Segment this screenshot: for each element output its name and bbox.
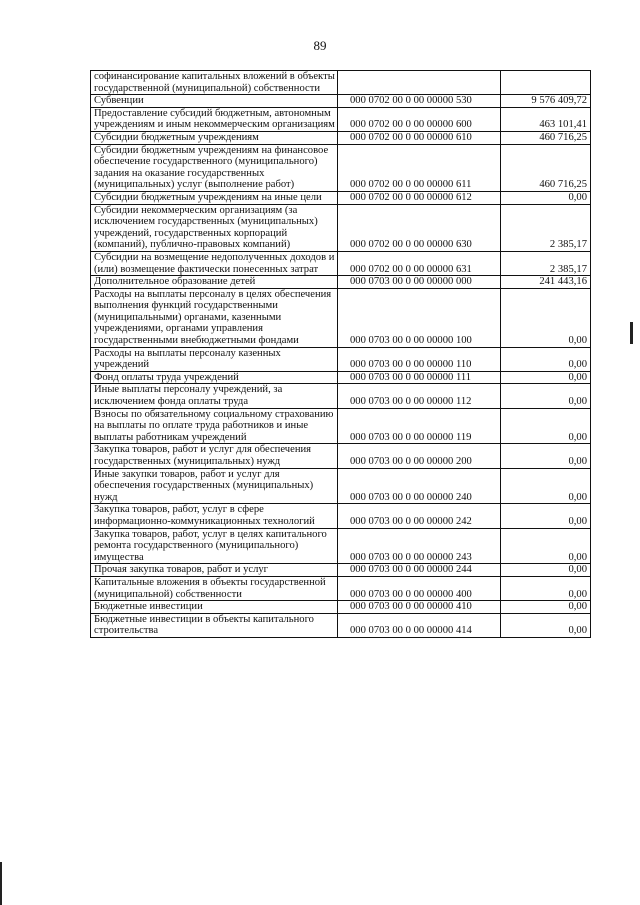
row-amount: 0,00: [501, 288, 591, 347]
row-amount: 0,00: [501, 613, 591, 637]
row-name: Субсидии на возмещение недополученных доходов и (или) возмещение фактически понесенных затрат: [91, 251, 338, 275]
row-amount: 0,00: [501, 601, 591, 614]
row-name: Расходы на выплаты персоналу казенных учреждений: [91, 347, 338, 371]
table-row: [91, 576, 591, 600]
row-code: 000 0703 00 0 00 00000 400: [338, 576, 501, 600]
row-amount: 2 385,17: [501, 204, 591, 251]
row-amount: [501, 71, 591, 95]
row-amount: 0,00: [501, 444, 591, 468]
row-code: 000 0703 00 0 00 00000 242: [338, 504, 501, 528]
row-code: 000 0703 00 0 00 00000 414: [338, 613, 501, 637]
row-amount: 463 101,41: [501, 107, 591, 131]
row-name: софинансирование капитальных вложений в объекты государственной (муниципальной) собственности: [91, 71, 338, 95]
row-code: 000 0703 00 0 00 00000 410: [338, 601, 501, 614]
row-name: Расходы на выплаты персоналу в целях обеспечения выполнения функций государственными (муниципальными) органами, казенными учреждениями, органами управления государственными внебюджетными фондами: [91, 288, 338, 347]
table-row: [91, 107, 591, 131]
table-row: [91, 144, 591, 191]
row-amount: 460 716,25: [501, 144, 591, 191]
table-row: [91, 131, 591, 144]
row-name: Иные выплаты персоналу учреждений, за исключением фонда оплаты труда: [91, 384, 338, 408]
row-amount: 0,00: [501, 191, 591, 204]
row-amount: 0,00: [501, 564, 591, 577]
table-row: [91, 251, 591, 275]
row-amount: 460 716,25: [501, 131, 591, 144]
table-row: [91, 384, 591, 408]
row-code: 000 0703 00 0 00 00000 111: [338, 371, 501, 384]
row-name: Субсидии бюджетным учреждениям: [91, 131, 338, 144]
row-code: 000 0703 00 0 00 00000 243: [338, 528, 501, 564]
table-row: [91, 347, 591, 371]
row-code: 000 0703 00 0 00 00000 112: [338, 384, 501, 408]
table-row: [91, 95, 591, 108]
table-row: [91, 504, 591, 528]
row-code: 000 0703 00 0 00 00000 244: [338, 564, 501, 577]
row-amount: 9 576 409,72: [501, 95, 591, 108]
table-row: [91, 276, 591, 289]
row-code: 000 0702 00 0 00 00000 611: [338, 144, 501, 191]
row-code: 000 0703 00 0 00 00000 110: [338, 347, 501, 371]
table-row: [91, 191, 591, 204]
table-row: [91, 204, 591, 251]
page-number: 89: [313, 38, 327, 53]
row-name: Взносы по обязательному социальному страхованию на выплаты по оплате труда работников и иные выплаты работникам учреждений: [91, 408, 338, 444]
row-name: Прочая закупка товаров, работ и услуг: [91, 564, 338, 577]
row-code: 000 0703 00 0 00 00000 200: [338, 444, 501, 468]
table-row: [91, 408, 591, 444]
row-amount: 0,00: [501, 504, 591, 528]
row-code: 000 0702 00 0 00 00000 610: [338, 131, 501, 144]
row-name: Капитальные вложения в объекты государственной (муниципальной) собственности: [91, 576, 338, 600]
row-code: 000 0703 00 0 00 00000 100: [338, 288, 501, 347]
row-name: Фонд оплаты труда учреждений: [91, 371, 338, 384]
table-row: [91, 528, 591, 564]
row-code: 000 0702 00 0 00 00000 600: [338, 107, 501, 131]
row-amount: 0,00: [501, 347, 591, 371]
row-name: Субсидии некоммерческим организациям (за исключением государственных (муниципальных) учреждений, государственных корпораций (компаний), публично-правовых компаний): [91, 204, 338, 251]
table-row: [91, 564, 591, 577]
table-body: [91, 71, 591, 638]
row-name: Дополнительное образование детей: [91, 276, 338, 289]
row-code: 000 0702 00 0 00 00000 631: [338, 251, 501, 275]
row-code: [338, 71, 501, 95]
row-name: Предоставление субсидий бюджетным, автономным учреждениям и иным некоммерческим организациям: [91, 107, 338, 131]
table-row: [91, 601, 591, 614]
table-row: [91, 288, 591, 347]
row-name: Закупка товаров, работ, услуг в сфере информационно-коммуникационных технологий: [91, 504, 338, 528]
row-name: Бюджетные инвестиции: [91, 601, 338, 614]
table-row: [91, 468, 591, 504]
table-row: [91, 371, 591, 384]
budget-expenditure-table: [90, 70, 591, 638]
row-name: Закупка товаров, работ, услуг в целях капитального ремонта государственного (муниципального) имущества: [91, 528, 338, 564]
row-code: 000 0702 00 0 00 00000 530: [338, 95, 501, 108]
table-row: [91, 444, 591, 468]
row-amount: 241 443,16: [501, 276, 591, 289]
row-amount: 0,00: [501, 576, 591, 600]
row-amount: 0,00: [501, 468, 591, 504]
row-code: 000 0703 00 0 00 00000 000: [338, 276, 501, 289]
row-amount: 0,00: [501, 528, 591, 564]
scan-mark: [0, 862, 2, 905]
table-row: [91, 613, 591, 637]
row-name: Иные закупки товаров, работ и услуг для обеспечения государственных (муниципальных) нужд: [91, 468, 338, 504]
scan-mark: [630, 322, 633, 344]
row-name: Субсидии бюджетным учреждениям на финансовое обеспечение государственного (муниципального) задания на оказание государственных (муниципальных) услуг (выполнение работ): [91, 144, 338, 191]
row-amount: 2 385,17: [501, 251, 591, 275]
row-name: Бюджетные инвестиции в объекты капитального строительства: [91, 613, 338, 637]
row-amount: 0,00: [501, 371, 591, 384]
row-amount: 0,00: [501, 408, 591, 444]
row-code: 000 0702 00 0 00 00000 612: [338, 191, 501, 204]
row-code: 000 0702 00 0 00 00000 630: [338, 204, 501, 251]
row-amount: 0,00: [501, 384, 591, 408]
row-name: Закупка товаров, работ и услуг для обеспечения государственных (муниципальных) нужд: [91, 444, 338, 468]
table-row: [91, 71, 591, 95]
row-code: 000 0703 00 0 00 00000 119: [338, 408, 501, 444]
row-name: Субсидии бюджетным учреждениям на иные цели: [91, 191, 338, 204]
row-name: Субвенции: [91, 95, 338, 108]
row-code: 000 0703 00 0 00 00000 240: [338, 468, 501, 504]
